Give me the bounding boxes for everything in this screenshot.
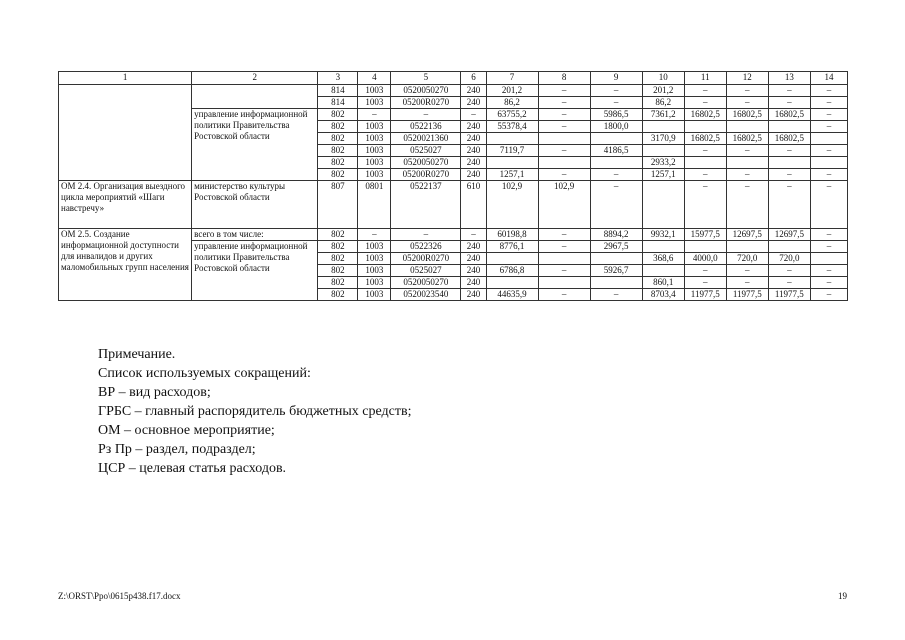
table-cell: 1003 [358, 265, 391, 277]
footer-page-number: 19 [838, 591, 847, 601]
table-cell: – [538, 109, 590, 121]
executor-cell: управление информационной политики Правительства Ростовской области [192, 109, 318, 181]
table-cell: – [538, 289, 590, 301]
table-cell [684, 121, 726, 133]
budget-table [58, 71, 848, 301]
table-cell [726, 121, 768, 133]
table-cell: 05200R0270 [391, 253, 461, 265]
table-cell [768, 157, 810, 169]
table-cell: 1003 [358, 145, 391, 157]
table-cell: – [590, 181, 642, 229]
table-cell: – [768, 145, 810, 157]
table-cell: – [768, 85, 810, 97]
table-cell: 102,9 [538, 181, 590, 229]
table-cell: 0525027 [391, 265, 461, 277]
table-cell: 802 [318, 229, 358, 241]
table-cell: – [810, 121, 847, 133]
table-cell [486, 157, 538, 169]
table-cell [726, 241, 768, 253]
table-cell: – [726, 97, 768, 109]
measure-name-cell: ОМ 2.4. Организация выездного цикла мероприятий «Шаги навстречу» [59, 181, 192, 229]
notes [98, 345, 411, 478]
table-cell: – [810, 97, 847, 109]
table-cell: 814 [318, 85, 358, 97]
table-cell [590, 157, 642, 169]
notes-line: Список используемых сокращений: [98, 366, 311, 381]
table-row [59, 229, 848, 241]
table-cell: 1003 [358, 85, 391, 97]
table-cell: 1003 [358, 241, 391, 253]
table-cell: 0520050270 [391, 277, 461, 289]
table-cell [642, 145, 684, 157]
table-cell: 240 [461, 277, 486, 289]
notes-line: Рз Пр – раздел, подраздел; [98, 442, 256, 457]
table-cell: 240 [461, 133, 486, 145]
table-cell [642, 181, 684, 229]
table-cell: 368,6 [642, 253, 684, 265]
table-cell: 240 [461, 97, 486, 109]
table-cell: 802 [318, 109, 358, 121]
table-cell: 720,0 [768, 253, 810, 265]
table-cell: – [358, 109, 391, 121]
table-cell: 0525027 [391, 145, 461, 157]
notes-line: ГРБС – главный распорядитель бюджетных средств; [98, 404, 412, 419]
table-cell: 16802,5 [768, 109, 810, 121]
header-row [59, 72, 848, 85]
table-cell: 9932,1 [642, 229, 684, 241]
header-cell: 12 [726, 72, 768, 85]
table-cell: 807 [318, 181, 358, 229]
table-cell: – [726, 169, 768, 181]
table-cell: 3170,9 [642, 133, 684, 145]
table-cell: 4000,0 [684, 253, 726, 265]
table-cell [538, 277, 590, 289]
header-cell: 14 [810, 72, 847, 85]
table-cell: 0520050270 [391, 157, 461, 169]
executor-cell: управление информационной политики Правительства Ростовской области [192, 241, 318, 301]
table-cell: – [726, 181, 768, 229]
table-cell [768, 121, 810, 133]
table-cell: – [538, 229, 590, 241]
table-cell: 802 [318, 277, 358, 289]
table-cell: 802 [318, 241, 358, 253]
table-cell: 16802,5 [768, 133, 810, 145]
table-cell: – [768, 169, 810, 181]
table-cell: 240 [461, 85, 486, 97]
table-cell: 55378,4 [486, 121, 538, 133]
table-cell [538, 157, 590, 169]
table-cell: 1003 [358, 253, 391, 265]
header-cell: 3 [318, 72, 358, 85]
table-cell: 12697,5 [726, 229, 768, 241]
table-cell: 240 [461, 253, 486, 265]
notes-line: ОМ – основное мероприятие; [98, 423, 275, 438]
table-cell: – [538, 241, 590, 253]
table-cell: – [590, 85, 642, 97]
table-cell: – [810, 109, 847, 121]
header-cell: 7 [486, 72, 538, 85]
table-row [59, 85, 848, 97]
table-cell: 16802,5 [726, 109, 768, 121]
header-cell: 5 [391, 72, 461, 85]
table-cell: 1003 [358, 157, 391, 169]
table-cell: – [768, 265, 810, 277]
table-cell: 610 [461, 181, 486, 229]
table-cell: 802 [318, 265, 358, 277]
executor-cell [192, 85, 318, 109]
table-cell: 240 [461, 265, 486, 277]
header-cell: 1 [59, 72, 192, 85]
table-cell: 0520050270 [391, 85, 461, 97]
table-cell: – [538, 145, 590, 157]
table-cell: 86,2 [642, 97, 684, 109]
table-cell: – [358, 229, 391, 241]
table-cell: – [810, 229, 847, 241]
table-cell: – [684, 85, 726, 97]
table-row [59, 181, 848, 229]
table-cell: – [538, 97, 590, 109]
table-cell [538, 133, 590, 145]
table-cell: 8894,2 [590, 229, 642, 241]
table-cell: – [684, 145, 726, 157]
table-cell: – [726, 277, 768, 289]
table-cell: 1003 [358, 277, 391, 289]
table-cell: 240 [461, 145, 486, 157]
table-cell [486, 133, 538, 145]
table-cell [768, 241, 810, 253]
table-cell: – [590, 289, 642, 301]
table-cell: 11977,5 [726, 289, 768, 301]
table-cell: – [590, 169, 642, 181]
table-cell: – [768, 277, 810, 289]
table-cell [642, 265, 684, 277]
table-cell: 201,2 [486, 85, 538, 97]
table-cell: 1003 [358, 121, 391, 133]
table-cell: – [684, 181, 726, 229]
table-cell: – [461, 109, 486, 121]
table-cell [642, 241, 684, 253]
table-cell: 102,9 [486, 181, 538, 229]
table-cell: 0522136 [391, 121, 461, 133]
table-cell: 802 [318, 145, 358, 157]
table-cell: 802 [318, 121, 358, 133]
table-cell: 1257,1 [486, 169, 538, 181]
header-cell: 10 [642, 72, 684, 85]
table-cell [642, 121, 684, 133]
table-cell [590, 133, 642, 145]
table-cell: 16802,5 [684, 109, 726, 121]
table-cell: 802 [318, 133, 358, 145]
table-cell [684, 241, 726, 253]
table-cell [590, 277, 642, 289]
table-cell: 05200R0270 [391, 97, 461, 109]
table-cell: 63755,2 [486, 109, 538, 121]
header-cell: 6 [461, 72, 486, 85]
header-cell: 11 [684, 72, 726, 85]
table-cell: 240 [461, 121, 486, 133]
table-cell: – [538, 265, 590, 277]
table-cell: 0520021360 [391, 133, 461, 145]
header-cell: 2 [192, 72, 318, 85]
table-cell [810, 253, 847, 265]
table-cell: – [684, 277, 726, 289]
table-cell: 15977,5 [684, 229, 726, 241]
table-cell: 0520023540 [391, 289, 461, 301]
table-cell: – [590, 97, 642, 109]
table-cell: 1003 [358, 133, 391, 145]
notes-line: ЦСР – целевая статья расходов. [98, 461, 287, 476]
table-cell: – [768, 97, 810, 109]
table-cell: 240 [461, 169, 486, 181]
table-cell: 0522326 [391, 241, 461, 253]
table-cell [810, 133, 847, 145]
table-cell: 1800,0 [590, 121, 642, 133]
executor-cell: всего в том числе: [192, 229, 318, 241]
table-cell: 802 [318, 253, 358, 265]
table-cell: – [684, 169, 726, 181]
table-cell: 7119,7 [486, 145, 538, 157]
table-cell: 814 [318, 97, 358, 109]
table-cell: 6786,8 [486, 265, 538, 277]
table-cell: 1003 [358, 289, 391, 301]
measure-name-cell: ОМ 2.5. Создание информационной доступности для инвалидов и других маломобильных групп населения [59, 229, 192, 301]
table-cell: – [461, 229, 486, 241]
table-cell: 0522137 [391, 181, 461, 229]
table-cell: – [538, 169, 590, 181]
table-cell: 802 [318, 289, 358, 301]
table-cell [684, 157, 726, 169]
table-cell: 0801 [358, 181, 391, 229]
table-cell: 7361,2 [642, 109, 684, 121]
table-cell: – [684, 265, 726, 277]
header-cell: 9 [590, 72, 642, 85]
table-cell: 11977,5 [684, 289, 726, 301]
table-cell: 5926,7 [590, 265, 642, 277]
table-cell: 44635,9 [486, 289, 538, 301]
table-cell: – [810, 181, 847, 229]
table-cell: 86,2 [486, 97, 538, 109]
table-cell: – [391, 229, 461, 241]
table-cell: – [810, 241, 847, 253]
table-cell: – [810, 277, 847, 289]
table-cell: 4186,5 [590, 145, 642, 157]
table-cell: – [810, 85, 847, 97]
table-cell: – [810, 145, 847, 157]
table-cell: 8703,4 [642, 289, 684, 301]
table-cell: – [538, 85, 590, 97]
table-cell [590, 253, 642, 265]
footer-file-path: Z:\ORST\Ppo\0615p438.f17.docx [58, 591, 181, 601]
table-cell: 5986,5 [590, 109, 642, 121]
table-cell [810, 157, 847, 169]
table-cell [538, 253, 590, 265]
measure-name-cell [59, 85, 192, 181]
table-cell: 16802,5 [726, 133, 768, 145]
notes-title: Примечание. [98, 347, 176, 362]
table-cell: 1003 [358, 169, 391, 181]
table-cell [726, 157, 768, 169]
table-cell: 1003 [358, 97, 391, 109]
header-cell: 13 [768, 72, 810, 85]
table-cell: 16802,5 [684, 133, 726, 145]
table-cell: – [538, 121, 590, 133]
table-cell: 860,1 [642, 277, 684, 289]
table-cell: 8776,1 [486, 241, 538, 253]
table-cell: 05200R0270 [391, 169, 461, 181]
table-cell: 2933,2 [642, 157, 684, 169]
notes-line: ВР – вид расходов; [98, 385, 211, 400]
table-cell: – [810, 169, 847, 181]
table-cell: – [726, 85, 768, 97]
table-cell: – [768, 181, 810, 229]
table-cell: 240 [461, 157, 486, 169]
header-cell: 8 [538, 72, 590, 85]
table-cell [486, 253, 538, 265]
table-cell: 720,0 [726, 253, 768, 265]
table-cell: – [726, 145, 768, 157]
table-cell: – [391, 109, 461, 121]
table-cell: 240 [461, 289, 486, 301]
table-cell: 2967,5 [590, 241, 642, 253]
table-cell: 1257,1 [642, 169, 684, 181]
table-cell: 802 [318, 169, 358, 181]
table-cell: 12697,5 [768, 229, 810, 241]
table-cell: – [684, 97, 726, 109]
table-cell: – [810, 289, 847, 301]
table-cell: 802 [318, 157, 358, 169]
table-cell: 60198,8 [486, 229, 538, 241]
table-cell: 201,2 [642, 85, 684, 97]
table-cell: – [726, 265, 768, 277]
executor-cell: министерство культуры Ростовской области [192, 181, 318, 229]
header-cell: 4 [358, 72, 391, 85]
table-cell: 240 [461, 241, 486, 253]
table-cell: – [810, 265, 847, 277]
table-cell [486, 277, 538, 289]
table-cell: 11977,5 [768, 289, 810, 301]
